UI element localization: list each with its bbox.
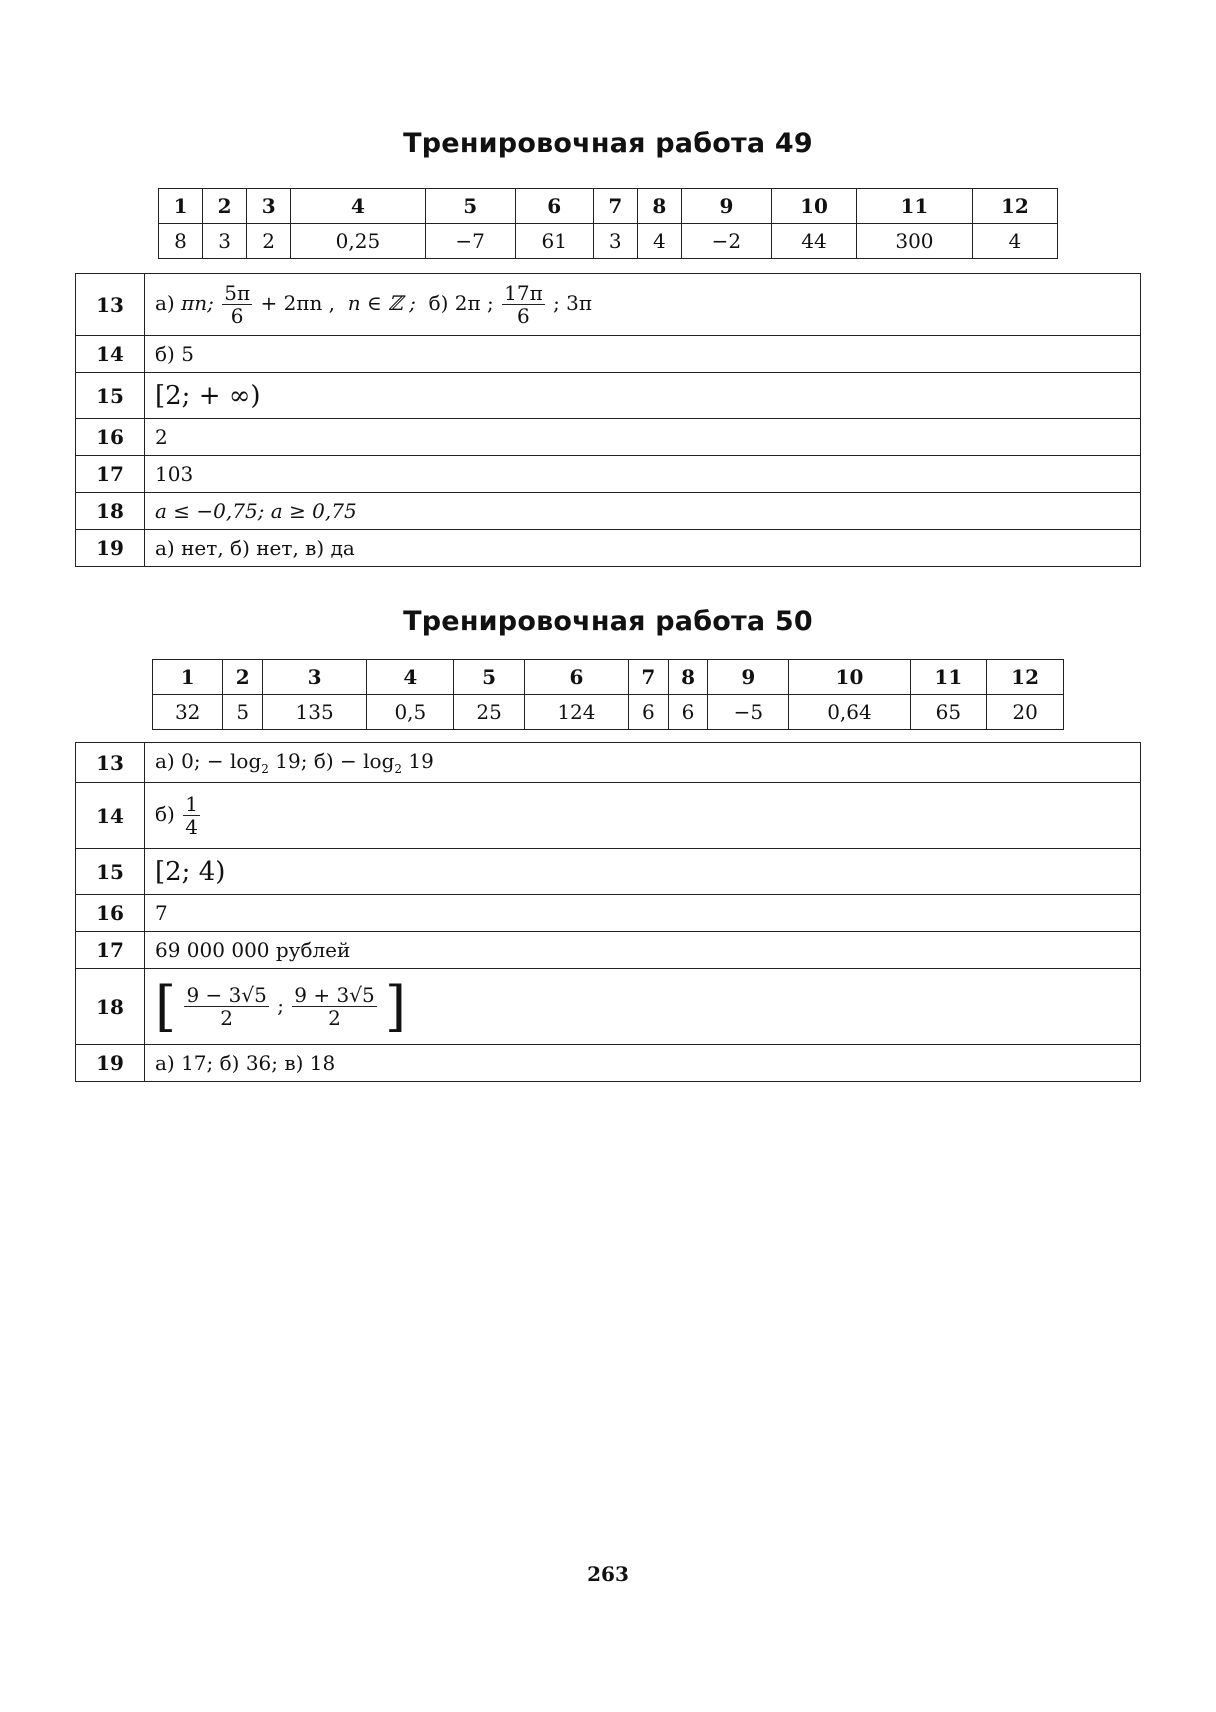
answer-cell: б) 5 [145,336,1141,373]
answer-cell: 300 [857,224,973,259]
answer-cell: 4 [972,224,1057,259]
table-row [76,274,1141,336]
answer-cell: 124 [524,695,628,730]
task-number-cell: 7 [629,660,669,695]
task-number-cell: 2 [203,189,247,224]
table-row [76,932,1141,969]
answer-cell: а) 17; б) 36; в) 18 [145,1045,1141,1082]
task-number-cell: 6 [515,189,593,224]
task-number: 18 [76,493,145,530]
work49-short-answers-table [158,188,1058,259]
answer-cell: 32 [153,695,223,730]
task-number: 15 [76,373,145,419]
answer-cell: 8 [159,224,203,259]
task-number-cell: 12 [987,660,1064,695]
work50-title: Тренировочная работа 50 [403,606,813,637]
task-number-cell: 2 [223,660,263,695]
task-number: 13 [76,743,145,783]
table-row [76,783,1141,849]
answer-cell: [2; + ∞) [145,373,1141,419]
answer-cell: a ≤ −0,75; a ≥ 0,75 [145,493,1141,530]
answer-cell: а) 0; − $\log_2 19$; $б) - \log_2 19$ [145,743,1141,783]
task-number: 19 [76,1045,145,1082]
task-number-cell: 10 [771,189,856,224]
answer-cell: −7 [425,224,515,259]
task-number-cell: 9 [681,189,771,224]
table-row [76,743,1141,783]
task-number-cell: 9 [708,660,789,695]
answer-cell: −2 [681,224,771,259]
answer-cell: 2 [247,224,291,259]
answer-cell: 7 [145,895,1141,932]
table-row [76,1045,1141,1082]
task-number-cell: 4 [367,660,454,695]
answer-cell: 6 [629,695,669,730]
table-row [76,530,1141,567]
task-number: 19 [76,530,145,567]
answer-cell: 20 [987,695,1064,730]
answer-cell: 4 [637,224,681,259]
work50-long-answers-table [75,742,1141,1082]
task-number-cell: 8 [668,660,708,695]
task-number-cell: 5 [425,189,515,224]
table-row [76,493,1141,530]
answer-cell: −5 [708,695,789,730]
table-row [76,336,1141,373]
task-number: 15 [76,849,145,895]
task-number: 13 [76,274,145,336]
answer-cell: 5 [223,695,263,730]
answer-cell: 69 000 000 рублей [145,932,1141,969]
task-number-cell: 11 [910,660,987,695]
task-number: 14 [76,783,145,849]
page-number: 263 [587,1562,629,1586]
work49-long-answers-table [75,273,1141,567]
task-number-cell: 1 [153,660,223,695]
task-number-cell: 1 [159,189,203,224]
answer-cell: 103 [145,456,1141,493]
answer-cell: 135 [263,695,367,730]
answer-cell: [2; 4) [145,849,1141,895]
task-number-cell: 11 [857,189,973,224]
table-row [76,969,1141,1045]
answer-cell: 61 [515,224,593,259]
answer-cell: 44 [771,224,856,259]
answer-cell: 3 [203,224,247,259]
task-number: 16 [76,419,145,456]
answer-cell: [ $\frac{9 - 3√5}{2}$ ; $\frac{9 + 3√5}{2}$ ] [145,969,1141,1045]
task-number: 17 [76,456,145,493]
work50-short-answers-table [152,659,1064,730]
task-number-cell: 7 [593,189,637,224]
answer-cell: 65 [910,695,987,730]
answer-cell: 3 [593,224,637,259]
task-number: 18 [76,969,145,1045]
task-number-cell: 4 [291,189,425,224]
answer-cell: 2 [145,419,1141,456]
task-number-cell: 5 [454,660,524,695]
table-row [76,849,1141,895]
table-row [76,456,1141,493]
task-number: 16 [76,895,145,932]
task-number: 14 [76,336,145,373]
answer-cell: 25 [454,695,524,730]
answer-cell: б) $\frac{1}{4}$ [145,783,1141,849]
task-number-cell: 8 [637,189,681,224]
answer-cell: а) πn; $\frac{5\pi}{6}$ + 2πn , n ∈ ℤ ; б) 2π ; $\frac{17\pi}{6}$ ; 3π [145,274,1141,336]
answer-cell: 0,64 [789,695,910,730]
task-number-cell: 10 [789,660,910,695]
table-row [76,895,1141,932]
answer-cell: а) нет, б) нет, в) да [145,530,1141,567]
answer-cell: 6 [668,695,708,730]
table-row [76,373,1141,419]
task-number: 17 [76,932,145,969]
answer-cell: 0,25 [291,224,425,259]
task-number-cell: 3 [263,660,367,695]
task-number-cell: 3 [247,189,291,224]
task-number-cell: 6 [524,660,628,695]
work49-title: Тренировочная работа 49 [403,128,813,159]
task-number-cell: 12 [972,189,1057,224]
answer-cell: 0,5 [367,695,454,730]
table-row [76,419,1141,456]
